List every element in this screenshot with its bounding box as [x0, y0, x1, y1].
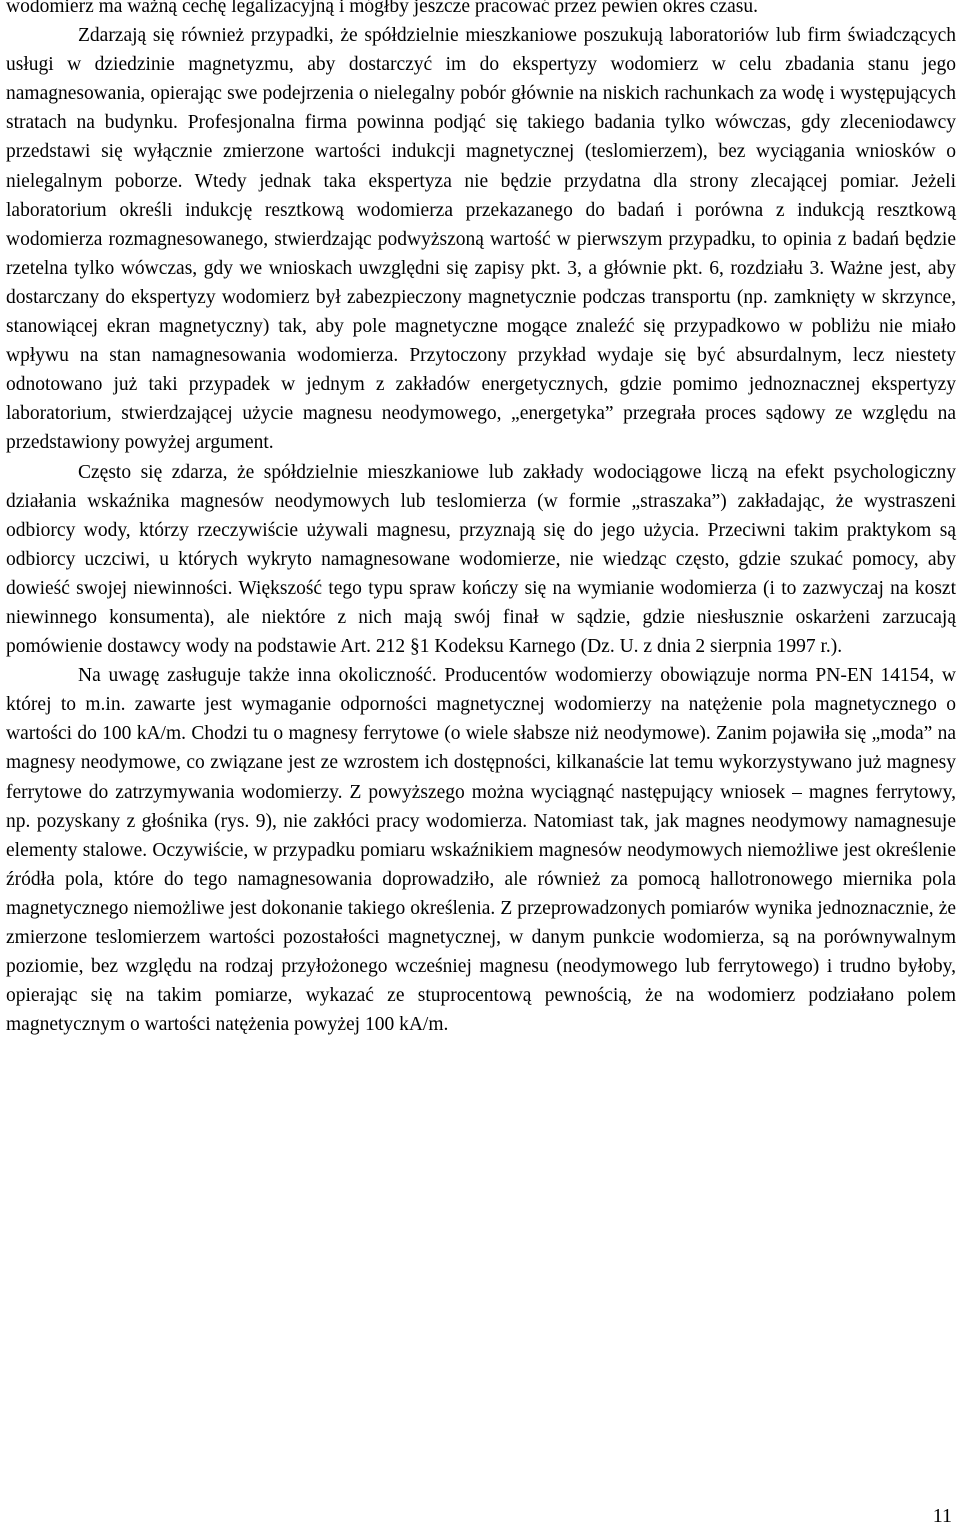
- paragraph-psychological-effect: Często się zdarza, że spółdzielnie mieszkaniowe lub zakłady wodociągowe liczą na efekt psychologiczny działania wskaźnika magnesów neodymowych lub teslomierza (w formie „straszaka”) zakładając, że wystraszeni odbiorcy wody, którzy rzeczywiście używali magnesu, przyznają się do jego użycia. Przeciwni takim praktykom są odbiorcy uczciwi, u których wykryto namagnesowane wodomierze, nie wiedząc często, gdzie szukać pomocy, aby dowieść swojej niewinności. Większość tego typu spraw kończy się na wymianie wodomierza (i to zazwyczaj na koszt niewinnego konsumenta), ale niektóre z nich mają swój finał w sądzie, gdzie niesłusznie oskarżeni zarzucają pomówienie dostawcy wody na podstawie Art. 212 §1 Kodeksu Karnego (Dz. U. z dnia 2 sierpnia 1997 r.).: [6, 461, 956, 658]
- paragraph-ferrite-magnets: Na uwagę zasługuje także inna okoliczność. Producentów wodomierzy obowiązuje norma PN-EN 14154, w której to m.in. zawarte jest wymaganie odporności magnetycznej wodomierzy na natężenie pola magnetycznego o wartości do 100 kA/m. Chodzi tu o magnesy ferrytowe (o wiele słabsze niż neodymowe). Zanim pojawiła się „moda” na magnesy neodymowe, co związane jest ze wzrostem ich dostępności, kilkanaście lat temu wykorzystywano już magnesy ferrytowe do zatrzymywania wodomierzy. Z powyższego można wyciągnąć następujący wniosek – magnes ferrytowy, np. pozyskany z głośnika (rys. 9), nie zakłóci pracy wodomierza. Natomiast tak, jak magnes neodymowy namagnesuje elementy stalowe. Oczywiście, w przypadku pomiaru wskaźnikiem magnesów neodymowych niemożliwe jest określenie źródła pola, które do tego namagnesowania doprowadziło, ale również za pomocą hallotronowego miernika pola magnetycznego niemożliwe jest dokonanie takiego określenia. Z przeprowadzonych pomiarów wynika jednoznacznie, że zmierzone teslomierzem wartości pozostałości magnetycznej, w danym punkcie wodomierza, są na porównywalnym poziomie, bez względu na rodzaj przyłożonego wcześniej magnesu (neodymowego lub ferrytowego) i trudno byłoby, opierając się na takim pomiarze, wykazać ze stuprocentową pewnością, że na wodomierz podziałano polem magnetycznym o wartości natężenia powyżej 100 kA/m.: [6, 665, 956, 1036]
- paragraph-lab-expertise: Zdarzają się również przypadki, że spółdzielnie mieszkaniowe poszukują laboratoriów lub firm świadczących usługi w dziedzinie magnetyzmu, aby dostarczyć im do ekspertyzy wodomierz w celu zbadania stanu jego namagnesowania, opierając swe podejrzenia o nielegalny pobór głównie na niskich rachunkach za wodę i występujących stratach na budynku. Profesjonalna firma powinna podjąć się takiego badania tylko wówczas, gdy zleceniodawcy przedstawi się wyłącznie zmierzone wartości indukcji magnetycznej (teslomierzem), bez wyciągania wniosków o nielegalnym poborze. Wtedy jednak taka ekspertyza nie będzie przydatna dla strony zlecającej pomiar. Jeżeli laboratorium określi indukcję resztkową wodomierza przekazanego do badań i porówna z indukcją resztkową wodomierza rozmagnesowanego, stwierdzając podwyższoną wartość w pierwszym przypadku, to opinia z badań będzie rzetelna tylko wówczas, gdy we wnioskach uwzględni się zapisy pkt. 3, a głównie pkt. 6, rozdziału 3. Ważne jest, aby dostarczany do ekspertyzy wodomierz był zabezpieczony magnetycznie podczas transportu (np. zamknięty w skrzynce, stanowiącej ekran magnetyczny) tak, aby pole magnetyczne mogące znaleźć się przypadkowo w pobliżu nie miało wpływu na stan namagnesowania wodomierza. Przytoczony przykład wydaje się być absurdalnym, lecz niestety odnotowano już taki przypadek w jednym z zakładów energetycznych, gdzie pomimo jednoznacznej ekspertyzy laboratorium, stwierdzającej użycie magnesu neodymowego, „energetyka” przegrała proces sądowy ze względu na przedstawiony powyżej argument.: [6, 25, 956, 454]
- document-page: [6, 0, 956, 1039]
- paragraph-continuation: wodomierz ma ważną cechę legalizacyjną i mógłby jeszcze pracować przez pewien okres czasu.: [6, 0, 758, 17]
- page-number: 11: [932, 1505, 952, 1527]
